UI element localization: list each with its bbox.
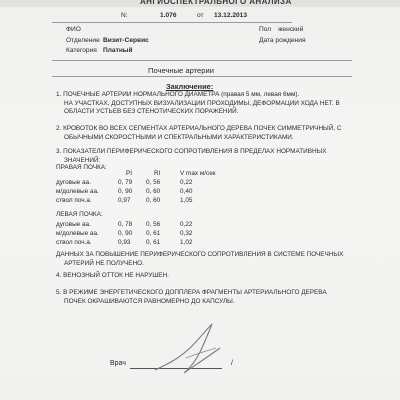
fio-label: ФИО <box>66 26 81 33</box>
category-label: Категория <box>66 47 97 54</box>
row-pi: 0, 90 <box>118 230 133 237</box>
row-vmax: 0,22 <box>180 221 193 228</box>
row-vmax: 0,22 <box>180 179 193 186</box>
paragraph-line: АРТЕРИЙ НЕ ПОЛУЧЕНО. <box>64 259 144 267</box>
conclusion-title: Заключение: <box>166 82 214 91</box>
row-ri: 0, 61 <box>146 239 161 246</box>
row-pi: 0, 79 <box>118 179 133 186</box>
paragraph-line: ОБЛАСТИ УСТЬЕВ БЕЗ СТЕНОТИЧЕСКИХ ПОРАЖЕНИЙ. <box>64 108 239 116</box>
paragraph-1 <box>56 91 376 117</box>
number-value: 1.076 <box>160 12 177 19</box>
row-vmax: 1,02 <box>180 239 193 246</box>
row-ri: 0, 60 <box>146 197 161 204</box>
left-kidney-label: ЛЕВАЯ ПОЧКА: <box>56 211 103 218</box>
gender-value: женский <box>278 26 304 33</box>
header-rule <box>52 22 292 23</box>
paragraph-line: 2. КРОВОТОК ВО ВСЕХ СЕГМЕНТАХ АРТЕРИАЛЬНОГО ДЕРЕВА ПОЧЕК СИММЕТРИЧНЫЙ, С <box>56 125 342 132</box>
section-bottom-rule <box>52 76 352 77</box>
section-title: Почечные артерии <box>148 66 214 75</box>
row-pi: 0,97 <box>118 197 131 204</box>
right-kidney-label: ПРАВАЯ ПОЧКА: <box>56 164 107 171</box>
number-label: N: <box>121 12 128 19</box>
row-name: ствол поч.а. <box>56 239 92 246</box>
dept-label: Отделение <box>66 37 100 44</box>
paragraph-line: ОБЫЧНЫМИ СКОРОСТНЫМИ И СПЕКТРАЛЬНЫМИ ХАРАКТЕРИСТИКАМИ. <box>64 133 294 141</box>
row-vmax: 1,05 <box>180 197 193 204</box>
row-ri: 0, 56 <box>146 179 161 186</box>
col-header-ri: RI <box>154 170 161 177</box>
paragraph-line: 1. ПОЧЕЧНЫЕ АРТЕРИИ НОРМАЛЬНОГО ДИАМЕТРА (правая 5 мм, левая 6мм). <box>56 91 300 98</box>
row-ri: 0, 60 <box>146 188 161 195</box>
category-value: Платный <box>103 47 133 54</box>
paragraph-line: НА УЧАСТКАХ, ДОСТУПНЫХ ВИЗУАЛИЗАЦИИ ПРОХОДИМЫ, ДЕФОРМАЦИИ ХОДА НЕТ. В <box>64 99 340 107</box>
paragraph-line: ДАННЫХ ЗА ПОВЫШЕНИЕ ПЕРИФЕРИЧЕСКОГО СОПРОТИВЛЕНИЯ В СИСТЕМЕ ПОЧЕЧНЫХ <box>56 251 344 258</box>
doctor-label: Врач <box>110 360 126 367</box>
paragraph-line: ПОЧЕК ОКРАШИВАЮТСЯ РАВНОМЕРНО ДО КАПСУЛЫ. <box>64 297 235 305</box>
row-pi: 0,93 <box>118 239 131 246</box>
paragraph-3 <box>56 148 376 165</box>
signature-mark <box>150 318 230 378</box>
row-vmax: 0,32 <box>180 230 193 237</box>
row-pi: 0, 90 <box>118 188 133 195</box>
date-value: 13.12.2013 <box>214 12 248 19</box>
row-name: дуговые аа. <box>56 221 91 228</box>
row-ri: 0, 56 <box>146 221 161 228</box>
row-name: м/долевые аа. <box>56 230 99 237</box>
paragraph-line: ЗНАЧЕНИЙ: <box>64 156 101 164</box>
from-label: от <box>197 12 204 19</box>
paragraph-2 <box>56 125 376 142</box>
row-ri: 0, 61 <box>146 230 161 237</box>
paragraph-4 <box>56 272 376 281</box>
paragraph-line: 4. ВЕНОЗНЫЙ ОТТОК НЕ НАРУШЕН. <box>56 272 169 279</box>
document-title: АНГИОСПЕКТРАЛЬНОГО АНАЛИЗА <box>140 0 292 6</box>
paragraph-5 <box>56 289 376 306</box>
paragraph-line: 3. ПОКАЗАТЕЛИ ПЕРИФЕРИЧЕСКОГО СОПРОТИВЛЕНИЯ В ПРЕДЕЛАХ НОРМАТИВНЫХ <box>56 148 327 155</box>
paragraph-line: 5. В РЕЖИМЕ ЭНЕРГЕТИЧЕСКОГО ДОППЛЕРА ФРАГМЕНТЫ АРТЕРИАЛЬНОГО ДЕРЕВА <box>56 289 327 296</box>
row-pi: 0, 78 <box>118 221 133 228</box>
signature-trail: / <box>231 360 233 367</box>
paragraph-resistance <box>56 251 376 268</box>
col-header-vmax: V max м/сек <box>180 170 216 177</box>
col-header-pi: PI <box>126 170 133 177</box>
section-top-rule <box>52 60 352 61</box>
dept-value: Визит-Сервис <box>103 37 149 44</box>
row-name: м/долевые аа. <box>56 188 99 195</box>
row-vmax: 0,40 <box>180 188 193 195</box>
gender-label: Пол <box>259 26 272 33</box>
row-name: дуговые аа. <box>56 179 91 186</box>
birth-label: Дата рождения <box>259 37 306 44</box>
row-name: ствол поч.а. <box>56 197 92 204</box>
